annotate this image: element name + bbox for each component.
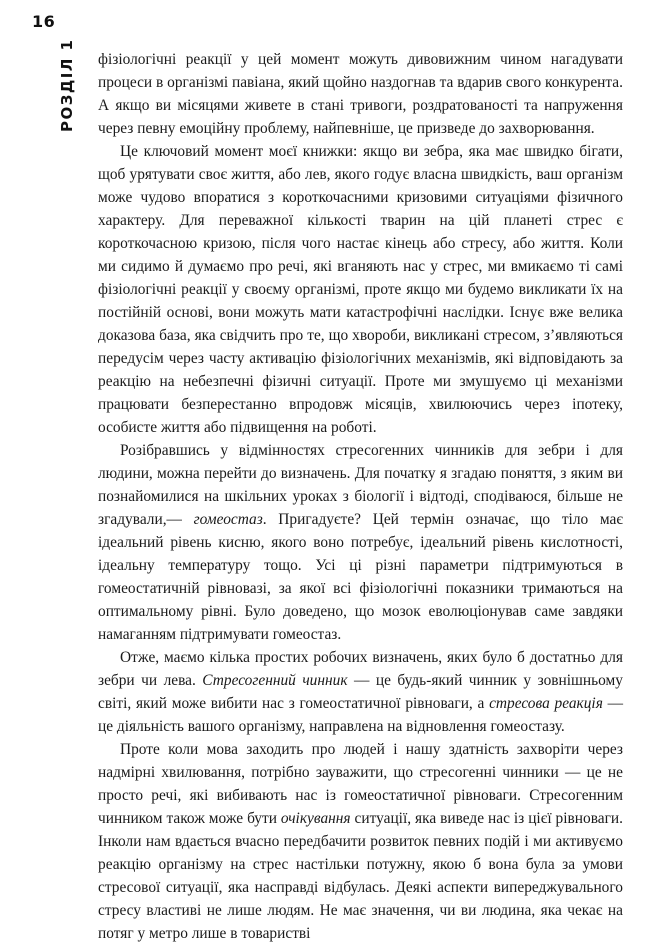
paragraph-2 [98,140,623,439]
text-run: . Пригадуєте? Цей термін означає, що тіло має ідеальний рівень кисню, якого воно потребує, ідеальний рівень кислотності, ідеальну температуру тощо. Усі ці різні параметри підтримуються в гомеостатичній рівновазі, за якої всі фізіологічні показники тримаються на оптимальному рівні. Було доведено, що мозок еволюціонував саме завдяки намаганням підтримувати гомеостаз. [98,511,623,643]
paragraph-4 [98,646,623,738]
text-run: Розібравшись у відмінностях стресогенних чинників для зебри і для людини, можна перейти до визначень. Для початку я згадаю поняття, з яким ви познайомилися на шкільних уроках з біології і відтоді, сподіваюся, більше не згадували,— [98,442,623,528]
paragraph-1 [98,48,623,140]
term-homeostasis: гомеостаз [193,511,263,528]
body-text [98,48,623,945]
text-run: Це ключовий момент моєї книжки: якщо ви зебра, яка має швидко бігати, щоб урятувати своє життя, або лев, якого годує власна швидкість, ваш організм може чудово впоратися з короткочасними кризовими ситуаціями фізичного характеру. Для переважної кількості тварин на цій планеті стрес є короткочасною кризою, після чого настає кінець або стресу, або життя. Коли ми сидимо й думаємо про речі, які вганяють нас у стрес, ми вмикаємо ті самі фізіологічні реакції у своєму організмі, проте якщо ми будемо викликати їх на постійній основі, вони можуть мати катастрофічні наслідки. Існує вже велика доказова база, яка свідчить про те, що хвороби, викликані стресом, з’являються передусім через часту активацію фізіологічних механізмів, які відповідають за реакцію на небезпечні фізичні ситуації. Проте ми змушуємо ці механізми працювати безперестанно впродовж місяців, хвилюючись через іпотеку, особисте життя або підвищення на роботі. [98,143,623,436]
text-run: ситуації, яка виведе нас із цієї рівноваги. Інколи нам вдається вчасно передбачити розвиток певних подій і ми активуємо реакцію організму на стрес настільки потужну, якою б вона була за умови стресової ситуації, яка насправді відбулась. Деякі аспекти випереджувального стресу властиві не лише людям. Не має значення, чи ви людина, яка чекає на потяг у метро лише в товаристві [98,810,624,942]
text-run: Отже, маємо кілька простих робочих визначень, яких було б достатньо для зебри чи лева. [98,649,623,689]
text-run: Проте коли мова заходить про людей і нашу здатність захворіти через надмірні хвилювання, потрібно зауважити, що стресогенні чинники — це не просто речі, які вибивають нас із гомеостатичної рівноваги. Стресогенним чинником також може бути [98,741,623,827]
page-number: 16 [32,12,56,31]
section-label: РОЗДІЛ 1 [58,38,76,132]
term-stress-response: стресова реакція [489,695,603,712]
text-run: фізіологічні реакції у цей момент можуть дивовижним чином нагадувати процеси в організмі павіана, який щойно наздогнав та вдарив свого конкурента. А якщо ви місяцями живете в стані тривоги, роздратованості та напруження через певну емоційну проблему, найпевніше, це призведе до захворювання. [98,51,623,137]
term-anticipation: очікування [280,810,351,827]
text-run: — це будь-який чинник у зовнішньому світі, який може вибити нас з гомеостатичної рівноваги, а [98,672,623,712]
text-run: — це діяльність вашого організму, направлена на відновлення гомеостазу. [98,695,623,735]
paragraph-5 [98,738,623,945]
term-stressor: Стресогенний чинник [202,672,348,689]
paragraph-3 [98,439,623,646]
